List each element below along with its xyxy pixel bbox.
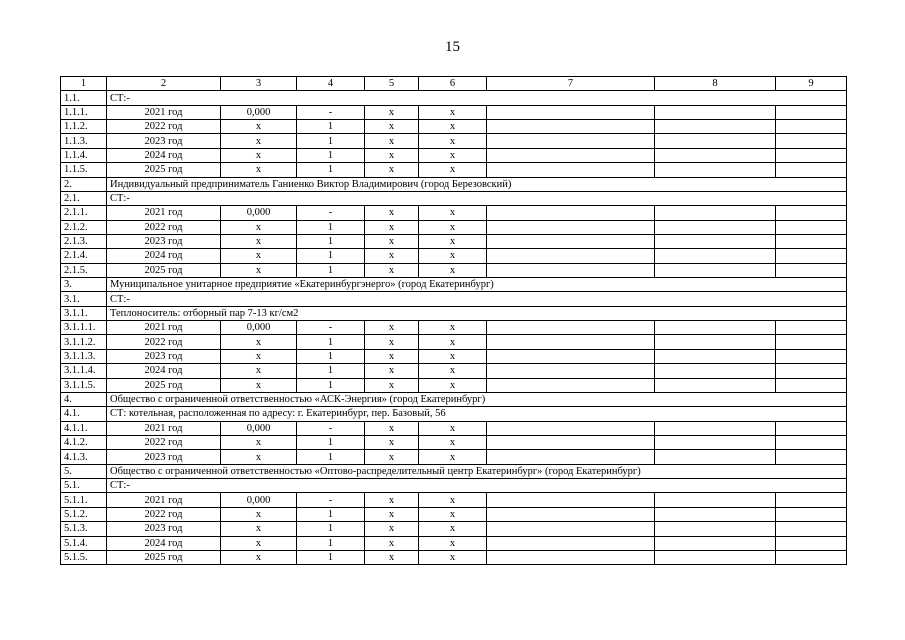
row-number-cell: 2.1. [61,191,107,205]
col8-cell [655,134,776,148]
col4-cell: 1 [297,522,365,536]
row-number-cell: 3. [61,278,107,292]
col4-cell: 1 [297,234,365,248]
col7-cell [487,421,655,435]
table-row [61,263,847,277]
section-row [61,177,847,191]
col5-cell: x [365,335,419,349]
table-row [61,507,847,521]
col8-cell [655,536,776,550]
header-cell: 1 [61,77,107,91]
col4-cell: 1 [297,134,365,148]
table-row [61,105,847,119]
col8-cell [655,364,776,378]
col7-cell [487,134,655,148]
col8-cell [655,507,776,521]
col3-cell: x [221,134,297,148]
section-title-cell: СТ:- [107,91,847,105]
col3-cell: x [221,120,297,134]
row-number-cell: 3.1.1.5. [61,378,107,392]
col5-cell: x [365,234,419,248]
year-cell: 2023 год [107,450,221,464]
row-number-cell: 1.1.5. [61,163,107,177]
section-title-cell: Общество с ограниченной ответственностью «Оптово-распределительный центр Екатеринбург» (город Екатеринбург) [107,464,847,478]
row-number-cell: 2.1.3. [61,234,107,248]
row-number-cell: 2.1.2. [61,220,107,234]
section-row [61,479,847,493]
row-number-cell: 3.1.1.4. [61,364,107,378]
col8-cell [655,249,776,263]
header-cell: 9 [776,77,847,91]
col7-cell [487,349,655,363]
row-number-cell: 5.1.4. [61,536,107,550]
col8-cell [655,335,776,349]
col4-cell: 1 [297,364,365,378]
table-row [61,120,847,134]
table-row [61,206,847,220]
col6-cell: x [419,220,487,234]
col9-cell [776,450,847,464]
col9-cell [776,220,847,234]
col6-cell: x [419,364,487,378]
row-number-cell: 2. [61,177,107,191]
col6-cell: x [419,249,487,263]
table-row [61,134,847,148]
col7-cell [487,120,655,134]
table-row [61,321,847,335]
col9-cell [776,550,847,564]
year-cell: 2024 год [107,148,221,162]
col5-cell: x [365,134,419,148]
row-number-cell: 1.1. [61,91,107,105]
col8-cell [655,435,776,449]
row-number-cell: 3.1.1.1. [61,321,107,335]
header-cell: 2 [107,77,221,91]
row-number-cell: 3.1.1.3. [61,349,107,363]
col5-cell: x [365,163,419,177]
col5-cell: x [365,120,419,134]
table-row [61,349,847,363]
col9-cell [776,134,847,148]
col8-cell [655,206,776,220]
header-cell: 6 [419,77,487,91]
col5-cell: x [365,220,419,234]
table-row [61,536,847,550]
year-cell: 2021 год [107,321,221,335]
col7-cell [487,206,655,220]
col4-cell: 1 [297,335,365,349]
col6-cell: x [419,134,487,148]
col6-cell: x [419,421,487,435]
section-title-cell: СТ:- [107,479,847,493]
col4-cell: 1 [297,550,365,564]
table-row [61,493,847,507]
col4-cell: 1 [297,378,365,392]
col8-cell [655,421,776,435]
col3-cell: x [221,450,297,464]
col7-cell [487,493,655,507]
row-number-cell: 2.1.1. [61,206,107,220]
col6-cell: x [419,120,487,134]
col9-cell [776,120,847,134]
col7-cell [487,450,655,464]
header-cell: 8 [655,77,776,91]
year-cell: 2025 год [107,550,221,564]
col3-cell: 0,000 [221,206,297,220]
table-row [61,435,847,449]
col9-cell [776,335,847,349]
data-table [60,76,847,565]
year-cell: 2024 год [107,536,221,550]
row-number-cell: 5.1.1. [61,493,107,507]
col5-cell: x [365,364,419,378]
col5-cell: x [365,507,419,521]
col5-cell: x [365,249,419,263]
col3-cell: x [221,249,297,263]
col6-cell: x [419,263,487,277]
col8-cell [655,349,776,363]
col8-cell [655,220,776,234]
table-row [61,335,847,349]
col3-cell: x [221,435,297,449]
table-body [61,77,847,565]
row-number-cell: 2.1.5. [61,263,107,277]
col3-cell: x [221,550,297,564]
year-cell: 2021 год [107,105,221,119]
col4-cell: 1 [297,450,365,464]
table-row [61,550,847,564]
section-title-cell: Муниципальное унитарное предприятие «Екатеринбургэнерго» (город Екатеринбург) [107,278,847,292]
row-number-cell: 1.1.1. [61,105,107,119]
table-row [61,249,847,263]
col9-cell [776,435,847,449]
section-title-cell: Общество с ограниченной ответственностью «АСК-Энергия» (город Екатеринбург) [107,392,847,406]
table-row [61,148,847,162]
col6-cell: x [419,206,487,220]
col9-cell [776,493,847,507]
col3-cell: x [221,163,297,177]
col6-cell: x [419,522,487,536]
section-title-cell: СТ:- [107,191,847,205]
col7-cell [487,249,655,263]
col9-cell [776,263,847,277]
year-cell: 2024 год [107,364,221,378]
section-row [61,91,847,105]
col3-cell: x [221,148,297,162]
col9-cell [776,249,847,263]
row-number-cell: 3.1.1.2. [61,335,107,349]
col9-cell [776,206,847,220]
row-number-cell: 5.1.5. [61,550,107,564]
col4-cell: 1 [297,536,365,550]
col4-cell: - [297,421,365,435]
col5-cell: x [365,321,419,335]
col5-cell: x [365,105,419,119]
col9-cell [776,349,847,363]
col9-cell [776,321,847,335]
year-cell: 2022 год [107,335,221,349]
col3-cell: x [221,522,297,536]
row-number-cell: 4.1.3. [61,450,107,464]
col7-cell [487,335,655,349]
col5-cell: x [365,349,419,363]
col9-cell [776,421,847,435]
col4-cell: - [297,321,365,335]
year-cell: 2022 год [107,507,221,521]
col6-cell: x [419,378,487,392]
col6-cell: x [419,349,487,363]
col9-cell [776,234,847,248]
col7-cell [487,234,655,248]
section-title-cell: Индивидуальный предприниматель Ганиенко Виктор Владимирович (город Березовский) [107,177,847,191]
col4-cell: 1 [297,249,365,263]
table-row [61,522,847,536]
table-row [61,421,847,435]
col6-cell: x [419,550,487,564]
col5-cell: x [365,550,419,564]
col4-cell: 1 [297,163,365,177]
col5-cell: x [365,206,419,220]
year-cell: 2021 год [107,206,221,220]
col7-cell [487,435,655,449]
section-row [61,392,847,406]
year-cell: 2024 год [107,249,221,263]
year-cell: 2023 год [107,134,221,148]
col8-cell [655,450,776,464]
col4-cell: - [297,493,365,507]
col8-cell [655,105,776,119]
header-cell: 5 [365,77,419,91]
section-row [61,306,847,320]
year-cell: 2025 год [107,378,221,392]
col5-cell: x [365,493,419,507]
row-number-cell: 4.1.2. [61,435,107,449]
col6-cell: x [419,335,487,349]
year-cell: 2025 год [107,263,221,277]
col5-cell: x [365,522,419,536]
section-row [61,292,847,306]
col9-cell [776,105,847,119]
col8-cell [655,550,776,564]
col5-cell: x [365,421,419,435]
col5-cell: x [365,536,419,550]
section-row [61,278,847,292]
row-number-cell: 5.1.2. [61,507,107,521]
col5-cell: x [365,435,419,449]
section-row [61,191,847,205]
header-cell: 3 [221,77,297,91]
col4-cell: - [297,105,365,119]
col3-cell: x [221,220,297,234]
col6-cell: x [419,493,487,507]
section-title-cell: СТ: котельная, расположенная по адресу: г. Екатеринбург, пер. Базовый, 56 [107,407,847,421]
col6-cell: x [419,450,487,464]
col8-cell [655,148,776,162]
year-cell: 2023 год [107,349,221,363]
row-number-cell: 5.1. [61,479,107,493]
col3-cell: 0,000 [221,105,297,119]
col7-cell [487,163,655,177]
col6-cell: x [419,536,487,550]
col3-cell: x [221,364,297,378]
col7-cell [487,536,655,550]
col4-cell: 1 [297,435,365,449]
col5-cell: x [365,378,419,392]
col9-cell [776,163,847,177]
section-title-cell: СТ:- [107,292,847,306]
col6-cell: x [419,507,487,521]
col4-cell: 1 [297,148,365,162]
col3-cell: x [221,335,297,349]
row-number-cell: 1.1.3. [61,134,107,148]
col6-cell: x [419,163,487,177]
col6-cell: x [419,105,487,119]
col6-cell: x [419,234,487,248]
col9-cell [776,364,847,378]
col4-cell: 1 [297,349,365,363]
col7-cell [487,263,655,277]
year-cell: 2025 год [107,163,221,177]
col8-cell [655,493,776,507]
row-number-cell: 1.1.4. [61,148,107,162]
col5-cell: x [365,263,419,277]
col3-cell: 0,000 [221,321,297,335]
section-row [61,407,847,421]
row-number-cell: 2.1.4. [61,249,107,263]
row-number-cell: 4.1. [61,407,107,421]
col5-cell: x [365,450,419,464]
col7-cell [487,378,655,392]
col8-cell [655,263,776,277]
col3-cell: x [221,263,297,277]
col9-cell [776,507,847,521]
col6-cell: x [419,148,487,162]
year-cell: 2023 год [107,234,221,248]
table-row [61,378,847,392]
col3-cell: x [221,378,297,392]
year-cell: 2021 год [107,493,221,507]
col3-cell: x [221,349,297,363]
col7-cell [487,321,655,335]
col4-cell: 1 [297,263,365,277]
table-row [61,220,847,234]
row-number-cell: 3.1. [61,292,107,306]
year-cell: 2022 год [107,220,221,234]
row-number-cell: 4.1.1. [61,421,107,435]
col7-cell [487,220,655,234]
table-row [61,163,847,177]
col4-cell: - [297,206,365,220]
year-cell: 2023 год [107,522,221,536]
col9-cell [776,536,847,550]
row-number-cell: 1.1.2. [61,120,107,134]
year-cell: 2022 год [107,435,221,449]
col4-cell: 1 [297,120,365,134]
row-number-cell: 3.1.1. [61,306,107,320]
table-row [61,234,847,248]
header-row [61,77,847,91]
table-row [61,364,847,378]
year-cell: 2022 год [107,120,221,134]
col8-cell [655,378,776,392]
section-row [61,464,847,478]
col7-cell [487,364,655,378]
col5-cell: x [365,148,419,162]
col8-cell [655,234,776,248]
col3-cell: 0,000 [221,421,297,435]
col9-cell [776,148,847,162]
col8-cell [655,163,776,177]
col8-cell [655,522,776,536]
col3-cell: x [221,507,297,521]
col4-cell: 1 [297,507,365,521]
year-cell: 2021 год [107,421,221,435]
col6-cell: x [419,435,487,449]
col7-cell [487,507,655,521]
section-title-cell: Теплоноситель: отборный пар 7-13 кг/см2 [107,306,847,320]
row-number-cell: 5.1.3. [61,522,107,536]
col4-cell: 1 [297,220,365,234]
row-number-cell: 5. [61,464,107,478]
table-row [61,450,847,464]
col3-cell: x [221,536,297,550]
col6-cell: x [419,321,487,335]
col8-cell [655,321,776,335]
header-cell: 7 [487,77,655,91]
col3-cell: x [221,234,297,248]
col7-cell [487,550,655,564]
col7-cell [487,105,655,119]
col9-cell [776,522,847,536]
col8-cell [655,120,776,134]
col7-cell [487,522,655,536]
col3-cell: 0,000 [221,493,297,507]
page-number: 15 [445,39,460,55]
row-number-cell: 4. [61,392,107,406]
col9-cell [776,378,847,392]
col7-cell [487,148,655,162]
header-cell: 4 [297,77,365,91]
